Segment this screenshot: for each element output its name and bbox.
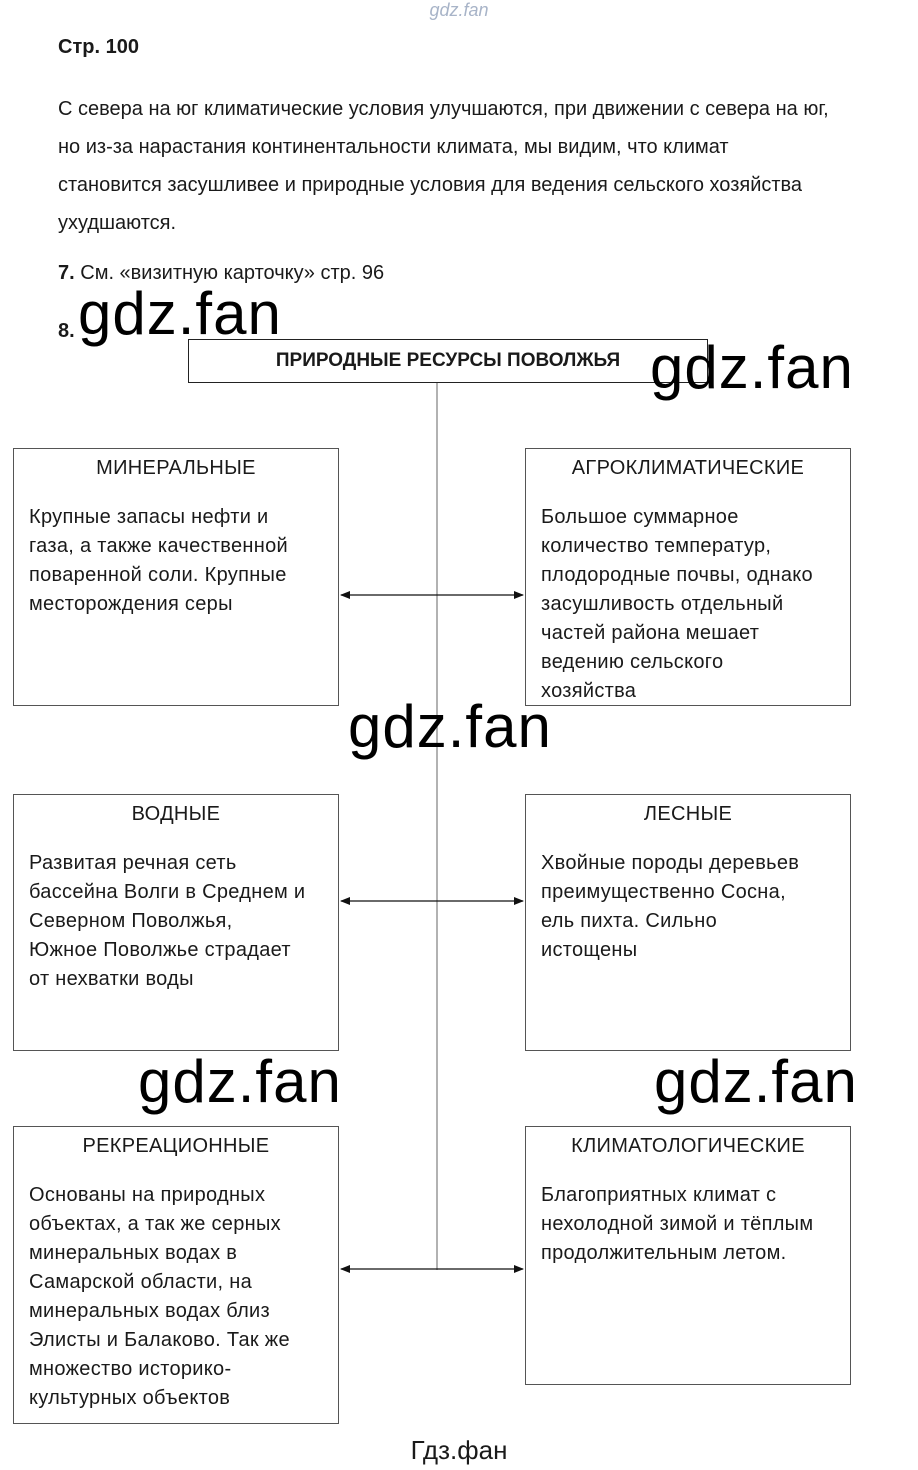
- box-line: количество температур,: [541, 535, 772, 557]
- box-line: Хвойные породы деревьев: [541, 852, 800, 874]
- footer-caption: Гдз.фан: [410, 1435, 508, 1465]
- box-line: плодородные почвы, однако: [541, 564, 813, 586]
- box-title: МИНЕРАЛЬНЫЕ: [96, 457, 256, 479]
- box-line: множество историко-: [29, 1358, 232, 1380]
- box-line: минеральных водах в: [29, 1242, 238, 1264]
- item-7-text: См. «визитную карточку» стр. 96: [74, 262, 385, 284]
- paragraph-line: но из-за нарастания континентальности климата, мы видим, что климат: [58, 136, 729, 158]
- box-forest: [525, 794, 851, 1051]
- box-line: Элисты и Балаково. Так же: [29, 1329, 290, 1351]
- box-water: [13, 794, 339, 1051]
- box-line: ведению сельского: [541, 651, 724, 673]
- box-line: преимущественно Сосна,: [541, 881, 786, 903]
- box-title: РЕКРЕАЦИОННЫЕ: [82, 1135, 270, 1157]
- watermark: gdz.fan: [650, 334, 854, 401]
- item-7-number: 7.: [58, 262, 75, 284]
- box-line: ель пихта. Сильно: [541, 910, 718, 932]
- box-body: [29, 503, 330, 619]
- box-climatological: [525, 1126, 851, 1385]
- box-line: бассейна Волги в Среднем и: [29, 881, 306, 903]
- box-line: хозяйства: [541, 680, 637, 702]
- paragraph-line: С севера на юг климатические условия улучшаются, при движении с севера на юг,: [58, 98, 829, 120]
- diagram-title: ПРИРОДНЫЕ РЕСУРСЫ ПОВОЛЖЬЯ: [275, 350, 621, 371]
- box-title: КЛИМАТОЛОГИЧЕСКИЕ: [571, 1135, 805, 1157]
- box-title: ВОДНЫЕ: [131, 803, 221, 825]
- box-title: ЛЕСНЫЕ: [643, 803, 733, 825]
- box-line: засушливость отдельный: [541, 593, 784, 615]
- box-line: частей района мешает: [541, 622, 760, 644]
- paragraph-line: ухудшаются.: [58, 212, 177, 234]
- box-line: минеральных водах близ: [29, 1300, 271, 1322]
- box-recreational: [13, 1126, 339, 1424]
- box-line: Развитая речная сеть: [29, 852, 237, 874]
- box-line: Самарской области, на: [29, 1271, 252, 1293]
- paragraph-line: становится засушливее и природные условия для ведения сельского хозяйства: [58, 174, 803, 196]
- box-line: нехолодной зимой и тёплым: [541, 1213, 814, 1235]
- box-line: истощены: [541, 939, 638, 961]
- watermark: gdz.fan: [348, 693, 552, 760]
- box-line: Крупные запасы нефти и: [29, 506, 269, 528]
- watermark: gdz.fan: [138, 1048, 342, 1115]
- box-mineral: [13, 448, 339, 706]
- box-line: Благоприятных климат с: [541, 1184, 777, 1206]
- box-line: Большое суммарное: [541, 506, 739, 528]
- box-line: продолжительным летом.: [541, 1242, 787, 1264]
- item-8-number: 8.: [58, 320, 75, 342]
- watermark: gdz.fan: [654, 1048, 858, 1115]
- box-line: Южное Поволжье страдает: [29, 939, 291, 961]
- box-body: [541, 1181, 842, 1268]
- box-line: от нехватки воды: [29, 968, 194, 990]
- box-body: [29, 1181, 330, 1413]
- box-line: поваренной соли. Крупные: [29, 564, 287, 586]
- box-body: [541, 503, 842, 706]
- page-reference: Стр. 100: [58, 36, 139, 58]
- box-title: АГРОКЛИМАТИЧЕСКИЕ: [571, 457, 805, 479]
- box-line: Основаны на природных: [29, 1184, 266, 1206]
- box-line: Северном Поволжья,: [29, 910, 233, 932]
- box-line: месторождения серы: [29, 593, 233, 615]
- box-agroclimatic: [525, 448, 851, 706]
- top-watermark: gdz.fan: [429, 0, 489, 20]
- box-body: [29, 849, 330, 994]
- box-line: культурных объектов: [29, 1387, 231, 1409]
- box-body: [541, 849, 842, 965]
- box-line: объектах, а так же серных: [29, 1213, 281, 1235]
- answer-paragraph: [58, 90, 918, 242]
- watermark: gdz.fan: [78, 280, 282, 347]
- box-line: газа, а также качественной: [29, 535, 288, 557]
